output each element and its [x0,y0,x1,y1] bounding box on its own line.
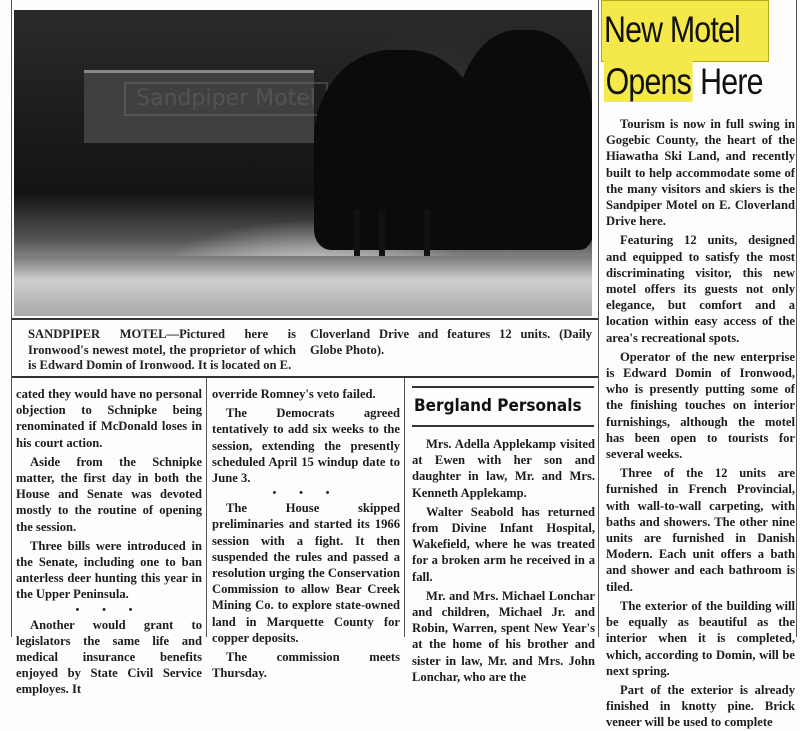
legislature-column-1 [16,386,202,698]
section-title: Bergland Personals [414,396,582,416]
paragraph: Three bills were introduced in the Senate, including one to ban anterless deer hunting this year in the Upper Peninsula. [16,538,202,602]
column-rule [598,0,599,637]
paragraph: Three of the 12 units are furnished in French Provincial, with wall-to-wall carpeting, with baths and showers. The other nine units are furnished in Danish Modern. Each unit offers a bath and shower and each bathroom is tiled. [606,466,795,594]
paragraph: Part of the exterior is already finished in knotty pine. Brick veneer will be used to complete [606,682,795,730]
caption-text: —Pictured here is Ironwood's newest motel, the proprietor of which is Edward Domin of Ironwood. It is located on E. [28,327,296,372]
headline-here: Here [692,61,763,102]
paragraph: The exterior of the building will be equally as beautiful as the interior when it is completed, which, according to Domin, will be next spring. [606,598,795,678]
paragraph: override Romney's veto failed. [212,387,376,401]
photo-rule [12,318,598,320]
tree [454,30,592,250]
section-rule-bottom [412,425,594,427]
section-rule-top [412,386,594,388]
motel-article-body [606,116,795,731]
motel-photo [14,10,592,316]
snow-ground [14,256,592,316]
paragraph: cated they would have no personal objection to Schnipke being renominated if McDonald loses in his court action. [16,387,202,450]
tree-trunk [424,210,430,260]
bergland-personals-body [412,436,595,685]
paragraph: The Democrats agreed tentatively to add six weeks to the session, extending the presently scheduled April 15 windup date to June 3. [212,406,400,486]
caption-rule [12,376,598,378]
separator-stars: • • • [272,487,340,500]
paragraph: The commission meets Thursday. [212,650,400,681]
photo-caption-right: Cloverland Drive and features 12 units. (Daily Globe Photo). [310,327,592,357]
paragraph: Featuring 12 units, designed and equipped to satisfy the most discriminating visitor, this new motel offers its guests not only elegance, but comfort and a location within easy access of the area's recreational spots. [606,233,795,345]
paragraph: Mr. and Mrs. Michael Lonchar and children, Michael Jr. and Robin, Warren, spent New Year's at the home of his brother and sister in law, Mr. and Mrs. John Lonchar, who are the [412,588,595,684]
tree-trunk [354,210,360,260]
paragraph: Operator of the new enterprise is Edward Domin of Ironwood, who is presently putting some of the finishing touches on interior furnishings, although the motel has been open to tourists for several weeks. [606,349,795,462]
paragraph: The House skipped preliminaries and started its 1966 session with a fight. It then suspended the rules and passed a resolution urging the Conservation Commission to allow Bear Creek Mining Co. to explore state-owned land in Marquette County for copper deposits. [212,501,400,645]
caption-lead: SANDPIPER MOTEL [28,327,167,341]
paragraph: Mrs. Adella Applekamp visited at Ewen with her son and daughter in law, Mr. and Mrs. Kenneth Applekamp. [412,437,595,500]
paragraph: Walter Seabold has returned from Divine Infant Hospital, Wakefield, where he was treated for a broken arm he received in a fall. [412,504,595,584]
headline-opens: Opens [605,61,691,102]
tree-trunk [379,210,385,260]
headline-line1: New Motel [604,9,740,50]
legislature-column-2 [212,386,400,681]
paragraph: Aside from the Schnipke matter, the first day in both the House and Senate was devoted mostly to the routine of opening the session. [16,454,202,534]
paragraph: Tourism is now in full swing in Gogebic County, the heart of the Hiawatha Ski Land, and recently built to help accommodate some of the many visitors and skiers is the Sandpiper Motel on E. Cloverland Drive here. [606,117,795,229]
column-rule [206,378,207,637]
motel-sign: Sandpiper Motel [124,82,328,116]
separator-stars: • • • [75,603,143,616]
paragraph: Another would grant to legislators the same life and medical insurance benefits enjoyed by State Civil Service employes. It [16,617,202,697]
photo-caption-left [28,327,296,374]
column-rule [404,378,405,637]
headline-line2 [604,60,763,104]
column-rule [796,0,797,637]
